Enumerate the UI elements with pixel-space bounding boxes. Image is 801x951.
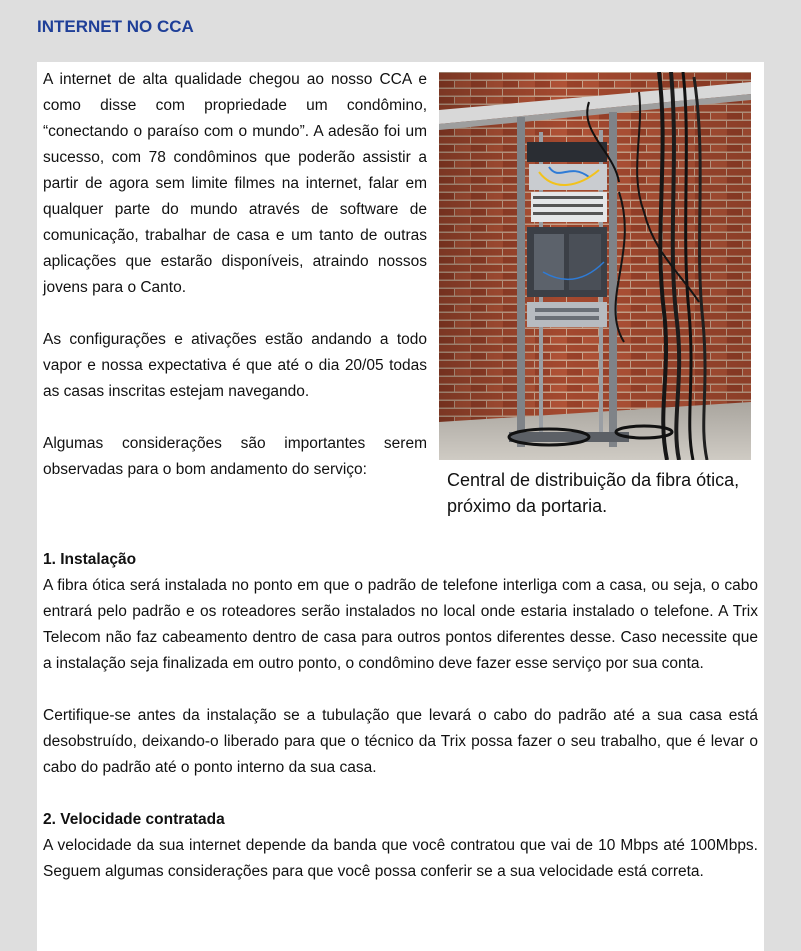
section-paragraph: Certifique-se antes da instalação se a tubulação que levará o cabo do padrão até a sua casa está desobstruído, deixando-o liberado para que o técnico da Trix possa fazer o seu trabalho, que é levar o cabo do padrão até o ponto interno da sua casa. (43, 707, 758, 776)
section-paragraph: A velocidade da sua internet depende da banda que você contratou que vai de 10 Mbps até 100Mbps. Seguem algumas considerações para que você possa conferir se a sua velocidade está correta. (43, 837, 758, 880)
intro-paragraph-2: As configurações e ativações estão andando a todo vapor e nossa expectativa é que até o dia 20/05 todas as casas inscritas estejam navegando. (43, 331, 427, 400)
intro-paragraph-1: A internet de alta qualidade chegou ao nosso CCA e como disse com propriedade um condômino, “conectando o paraíso com o mundo”. A adesão foi um sucesso, com 78 condôminos que poderão assistir a partir de agora sem limite filmes na internet, falar em qualquer parte do mundo através de software de comunicação, trabalhar de casa e um tanto de outras aplicações que estarão disponíveis, atraindo nossos jovens para o Canto. (43, 71, 427, 296)
section-paragraph: A fibra ótica será instalada no ponto em que o padrão de telefone interliga com a casa, ou seja, o cabo entrará pelo padrão e os roteadores serão instalados no local onde estaria instalado o telefone. A Trix Telecom não faz cabeamento dentro de casa para outros pontos diferentes desse. Caso necessite que a instalação seja finalizada em outro ponto, o condômino deve fazer esse serviço por sua conta. (43, 577, 758, 672)
page-title: INTERNET NO CCA (37, 17, 194, 36)
section-heading-speed: 2. Velocidade contratada (43, 811, 225, 828)
intro-area (43, 67, 758, 547)
section-contracted-speed (43, 807, 758, 885)
intro-paragraph-3: Algumas considerações são importantes serem observadas para o bom andamento do serviço: (43, 435, 427, 478)
intro-text (43, 67, 427, 509)
article-content (37, 62, 764, 951)
section-heading-installation: 1. Instalação (43, 551, 137, 568)
fiber-distribution-rack-photo (439, 72, 751, 460)
fiber-rack-figure (439, 72, 751, 519)
figure-caption: Central de distribuição da fibra ótica, próximo da portaria. (447, 470, 740, 516)
section-installation (43, 547, 758, 781)
